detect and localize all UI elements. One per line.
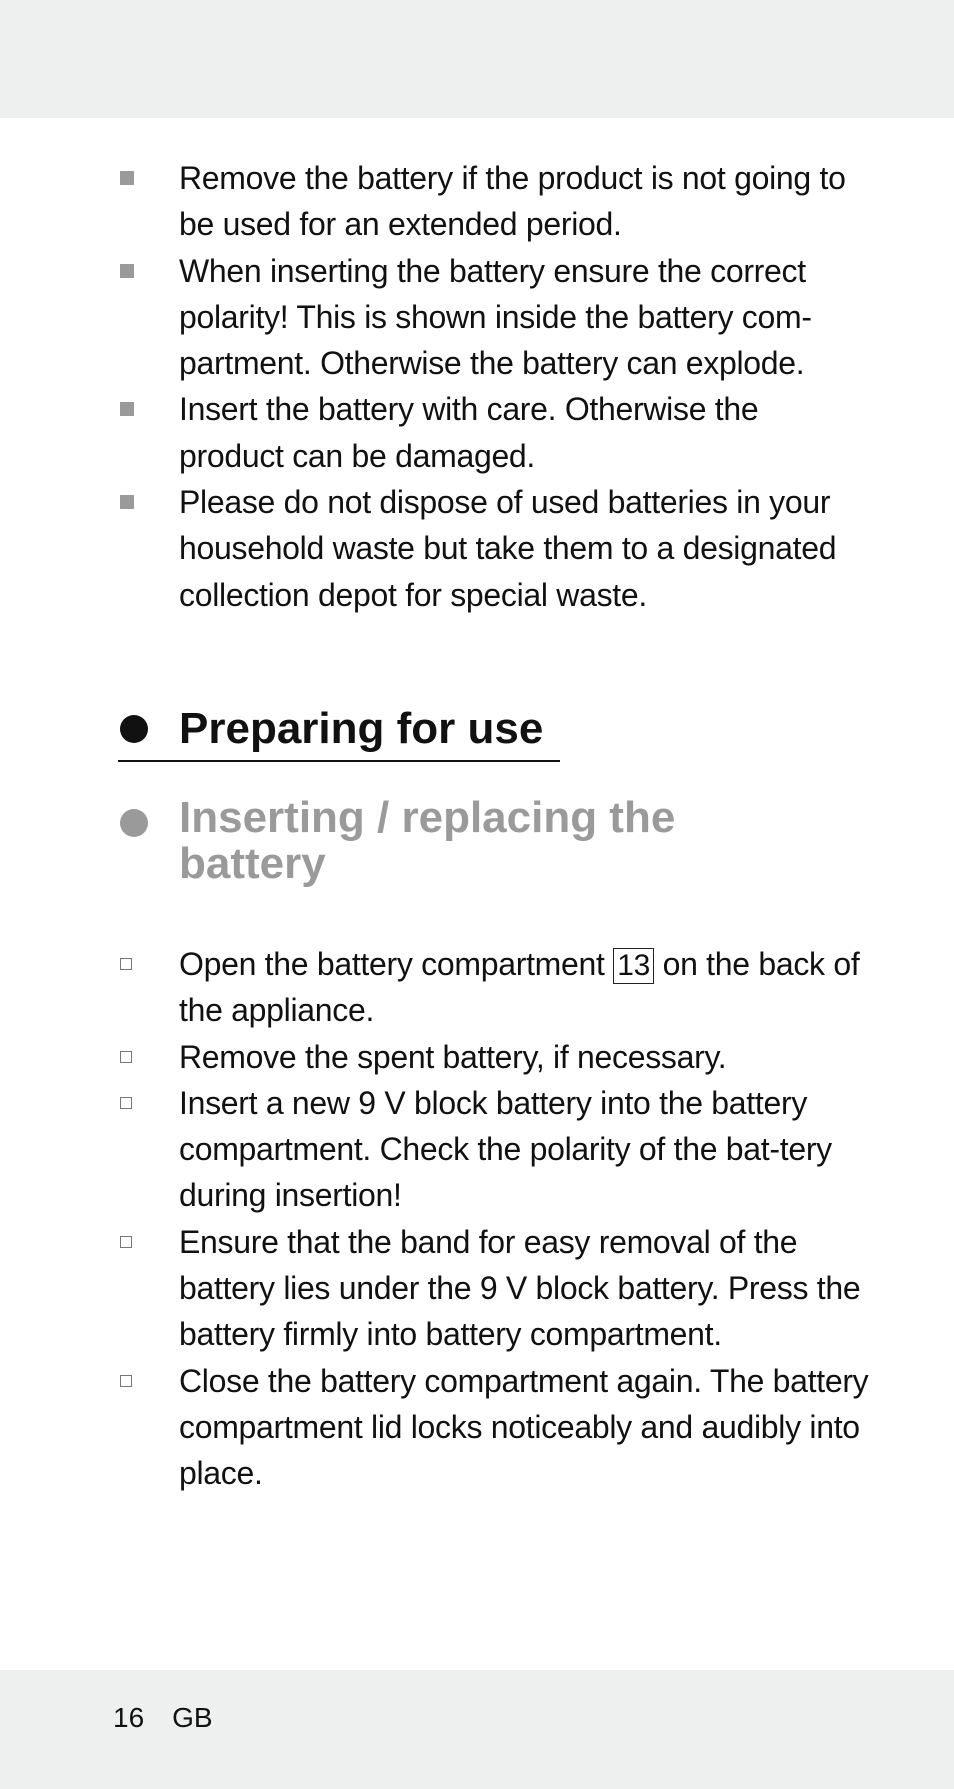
list-item — [0, 1034, 869, 1080]
page-number: 16 — [113, 1702, 145, 1733]
warning-text: Insert the battery with care. Otherwise the product can be damaged. — [179, 391, 759, 474]
list-item — [0, 155, 869, 248]
warning-text: When inserting the battery ensure the correct polarity! This is shown inside the battery com-partment. Otherwise the battery can explode. — [179, 252, 812, 382]
warning-text: Please do not dispose of used batteries in your household waste but take them to a designated collection depot for special waste. — [179, 484, 837, 613]
square-bullet-icon — [120, 495, 134, 509]
subsection-heading-text: Inserting / replacing the battery — [179, 793, 676, 888]
step-text: Open the battery compartment — [179, 946, 605, 982]
checkbox-bullet-icon — [120, 1236, 132, 1248]
step-text: on the back of the appliance. — [179, 946, 860, 1029]
list-item — [0, 1219, 869, 1358]
checkbox-bullet-icon — [120, 958, 132, 970]
list-item — [0, 1358, 869, 1497]
list-item — [0, 386, 869, 479]
step-text: Close the battery compartment again. The battery compartment lid locks noticeably and audibly into place. — [179, 1362, 869, 1492]
step-text: Remove the spent battery, if necessary. — [179, 1038, 727, 1075]
steps-list — [0, 941, 869, 1497]
square-bullet-icon — [120, 171, 134, 185]
list-item — [0, 1080, 869, 1219]
page-footer — [113, 1700, 213, 1736]
step-text: Insert a new 9 V block battery into the battery compartment. Check the polarity of the bat-tery during insertion! — [179, 1084, 832, 1214]
checkbox-bullet-icon — [120, 1375, 132, 1387]
checkbox-bullet-icon — [120, 1051, 132, 1063]
heading-bullet-icon — [120, 715, 148, 743]
section-heading-text: Preparing for use — [179, 704, 544, 753]
square-bullet-icon — [120, 402, 134, 416]
list-item — [0, 479, 869, 618]
section-heading — [118, 700, 560, 762]
list-item — [0, 248, 869, 387]
language-code: GB — [172, 1702, 213, 1733]
step-text: Ensure that the band for easy removal of the battery lies under the 9 V block battery. Press the battery firmly into battery compartment. — [179, 1223, 861, 1353]
warning-text: Remove the battery if the product is not going to be used for an extended period. — [179, 160, 846, 243]
part-reference-badge: 13 — [613, 948, 654, 984]
page-header-band — [0, 0, 954, 118]
subheading-bullet-icon — [120, 809, 148, 837]
square-bullet-icon — [120, 264, 134, 278]
checkbox-bullet-icon — [120, 1097, 132, 1109]
list-item — [0, 941, 869, 1034]
warning-list — [0, 155, 869, 618]
